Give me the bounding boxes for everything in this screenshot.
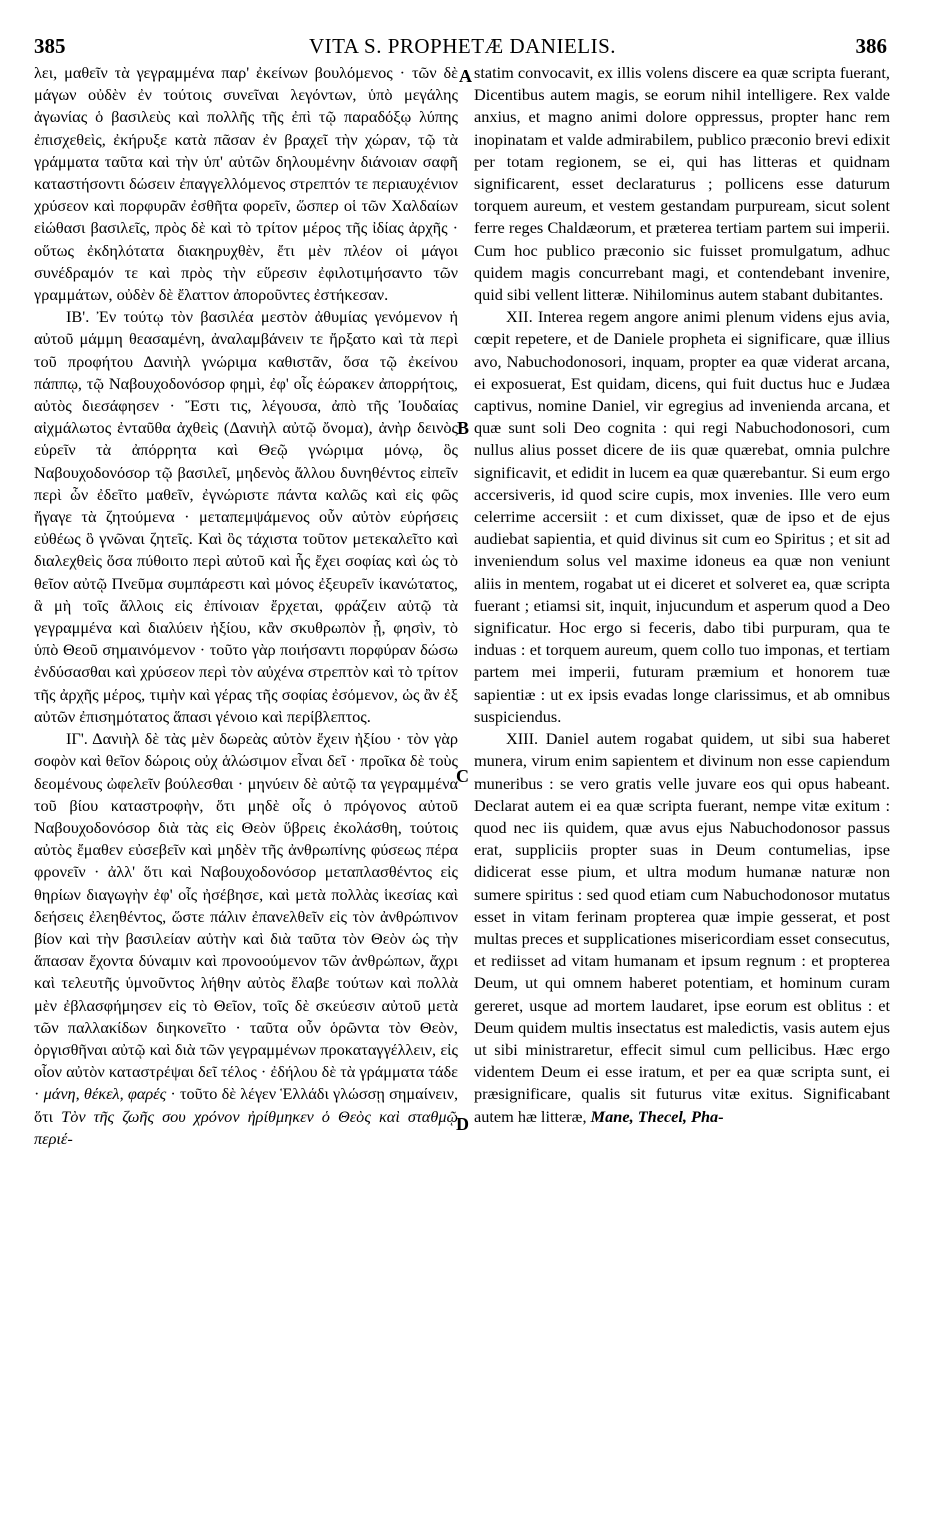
section-marker-b: B [457,418,470,438]
greek-paragraph-13-mid: · τοῦτο δὲ λέγεν Ἑλλάδι γλώσσῃ σημαίνειν, ὅτι [34,1084,458,1126]
greek-paragraph-13-body: ΙΓ'. Δανιὴλ δὲ τὰς μὲν δωρεὰς αὐτὸν ἔχειν ἠξίου · τὸν γὰρ σοφὸν καὶ θεῖον δώροις οὐχ ἁλώσιμον εἶναι δεῖ · προῖκα δὲ τοὺς δεομένους ὠφελεῖν βούλεσθαι · μηνύειν δὲ αὐτῷ τα γεγραμμένα τοῦ βίου καταστροφὴν, ὅτι μηδὲ οἷς ὁ πρόγονος αὐτοῦ Ναβουχοδονόσορ διὰ τὰς εἰς Θεὸν ὕβρεις ἐκολάσθη, τούτοις αὐτὸς ἔμαθεν εὐσεβεῖν καὶ μηδὲν τῆς ἀνθρωπίνης φύσεως πέρα φρονεῖν · ἀλλ' ὅτι καὶ Ναβουχοδονόσορ μεταπλασθέντος εἰς θηρίων διαγωγὴν ἐφ' οἷς ἠσέβησε, καὶ μετὰ πολλὰς ἱκεσίας καὶ δεήσεις ἐλεηθέντος, ὥστε πάλιν ἐπανελθεῖν εἰς τὸν ἀνθρώπινον βίον καὶ τὴν βασιλείαν αὐτὴν καὶ διὰ ταῦτα τὸν Θεὸν ὡς τὴν ἅπασαν ἔχοντα δύναμιν καὶ προνοούμενον τῶν ἀνθρώπων, ἄχρι καὶ τελευτῆς ὑμνοῦντος λήθην αὐτὸς ἔλαβε τούτων καὶ πολλὰ μὲν ἐβλασφήμησεν εἰς τὸ Θεῖον, τοῖς δὲ σκεύεσιν αὐτοῦ μετὰ τῶν παλλακίδων διηκονεῖτο · ταῦτα οὖν ὁρῶντα τὸν Θεὸν, ὀργισθῆναι αὐτῷ καὶ διὰ τῶν γεγραμμένων προκαταγγέλλειν, εἰς οἷον αὐτὸν καταστρέψαι δεῖ τέλος · ἐδήλου δὲ τὰ γράμματα τάδε · [34,729,458,1104]
latin-paragraph-13-body: XIII. Daniel autem rogabat quidem, ut sibi sua haberet munera, virum enim sapientem et divinum non esse capiendum muneribus : se vero gratis velle juvare eos qui opus habeant. Declarat autem ei ea quæ scripta fuerant, nempe vitæ exitum : quod nec iis quidem, quæ avus ejus Nabuchodonosor passus erat, suppliciis propter suas in Deum contumelias, ipse didicerat esse pium, et ultra modum humanæ naturæ non sumere spiritus : sed quod etiam cum Nabuchodonosor mutatus esset in vitam ferinam propterea quæ impie gesserat, et post multas preces et supplicationes misericordiam esset consecutus, et rediisset ad vitam humanam et ipsum regnum : et propterea Deum, ut qui omnem haberet potentiam, et hominum curam gereret, usque ad mortem laudaret, ipse eorum est oblitus : et Deum quidem multis insectatus est maledictis, vasis autem ejus ut sibi ministraretur, effecit simul cum pellicibus. Hæc ergo videntem Deum ei esse iratum, et per ea quæ scripta sunt, ei præsignificare, qualis sit futurus vitæ exitus. Significabant autem hæ litteræ, [474,729,890,1126]
greek-paragraph-12: ΙΒ'. Ἐν τούτῳ τὸν βασιλέα μεστὸν ἀθυμίας γενόμενον ἡ αὐτοῦ μάμμη θεασαμένη, ἀναλαμβάνειν τε ἤρξατο καὶ τὰ περὶ τοῦ προφήτου Δανιὴλ γνώριμα καθιστᾶν, ὅσα τῷ ἐκείνου πάππῳ, τῷ Ναβουχοδονόσορ φημὶ, ἐφ' οἷς ἑώρακεν ἀπορρήτοις, αὐτὸς διεσάφησεν · Ἔστι τις, λέγουσα, ἀπὸ τῆς Ἰουδαίας αἰχμάλωτος ἐνταῦθα ἀχθεὶς (Δανιὴλ αὐτῷ ὄνομα), ἀνὴρ δεινὸς εὑρεῖν τὰ ἀπόρρητα καὶ Θεῷ γνώριμα μόνῳ, ὃς Ναβουχοδονόσορ τῷ βασιλεῖ, μηδενὸς ἄλλου δυνηθέντος εἰπεῖν περὶ ὧν ἐδεῖτο μαθεῖν, ἐγνώριστε πάντα καλῶς καὶ εἰς φῶς ἤγαγε τὰ ζητούμενα · μεταπεμψάμενος οὖν αὐτὸν εὑρήσεις εὐθέως ὃ γνῶναι ζητεῖς. Καὶ ὃς τάχιστα τοῦτον μετεκαλεῖτο καὶ διαλεχθεὶς ὅσα πύθοιτο περὶ αὐτοῦ καὶ ἧς ἔχει σοφίας καὶ ὡς τὸ θεῖον αὐτῷ Πνεῦμα συμπάρεστι καὶ μόνος ἐξευρεῖν ἱκανώτατος, ἃ μὴ τοῖς ἄλλοις εἰς ἐπίνοιαν ἔρχεται, φράζειν αὐτῷ τὰ γεγραμμένα καὶ διαλύειν ἠξίου, κἂν σκυθρωπὸν ᾖ, φησὶν, τὸ ὑπὸ Θεοῦ σημαινόμενον · τοῦτο γὰρ ποιήσαντι πορφύραν δώσω ἐνδύσασθαι καὶ χρύσεον περὶ τὸν αὐχένα στρεπτὸν καὶ τὸ τρίτον τῆς ἀρχῆς μέρος, τιμὴν καὶ γέρας τῆς σοφίας ἐσόμενον, ὡς ἂν ἐξ αὐτῶν ἐπισημότατος ἅπασι γένοιο καὶ περίβλεπτος. [34,307,458,726]
latin-paragraph-13 [474,728,890,1128]
latin-paragraph-1: statim convocavit, ex illis volens discere ea quæ scripta fuerant, Dicentibus autem magis, se eorum nihil intelligere. Rex valde anxius, et magno animi dolore oppressus, propter hanc rem inopinatam et valde admirabilem, publico præconio brevi edixit per totam regionem, se ei, qui has litteras et quidnam significarent, esset declaraturus ; pollicens esse daturum torquem aureum, et vestem gestandam purpuream, sicut solent ferre reges Chaldæorum, et præterea tertiam partem sui imperii. Cum hoc publico præconio sic fuisset promulgatum, adhuc quidem magis concurrebant magi, et contendebant invenire, quid sibi vellent litteræ. Nihilominus autem stabant dubitantes. [474,63,890,305]
greek-paragraph-1: λει, μαθεῖν τὰ γεγραμμένα παρ' ἐκείνων βουλόμενος · τῶν δὲ μάγων οὐδὲν ἐν τούτοις συνεῖναι λεγόντων, ὑπὸ μεγάλης ἀγωνίας ὁ βασιλεὺς καὶ πολλῆς τῆς ἐπὶ τῷ παραδόξῳ λύπης ἐπισχεθεὶς, ἐκήρυξε κατὰ πᾶσαν ἐν βραχεῖ τὴν χώραν, τῷ τὰ γράμματα ταῦτα καὶ τὴν ὑπ' αὐτῶν δηλουμένην διάνοιαν σαφῆ καταστήσοντι δώσειν ἐπαγγελλόμενος στρεπτόν τε περιαυχένιον χρύσεον καὶ πορφυρᾶν ἐσθῆτα φορεῖν, ὥσπερ οἱ τῶν Χαλδαίων εἰώθασι βασιλεῖς, πρὸς δὲ καὶ τὸ τρίτον μέρος τῆς ἰδίας ἀρχῆς · οὕτως ἐκδηλότατα διακηρυχθὲν, ἔτι μὲν πλέον οἱ μάγοι συνέδραμόν τε καὶ πρὸς τὴν εὕρεσιν ἐφιλοτιμήσαντο τῶν γραμμάτων, οὐδὲν δὲ ἔλαττον ἀποροῦντες ἐστήκεσαν. [34,63,458,305]
latin-mystic-words: Mane, Thecel, Pha- [590,1106,724,1126]
greek-column [34,62,458,1502]
greek-mystic-words: μάνη, θέκελ, φαρές [43,1084,167,1104]
section-marker-a: A [459,66,472,86]
latin-column [474,62,890,1502]
running-title: VITA S. PROPHETÆ DANIELIS. [308,34,617,58]
latin-paragraph-12: XII. Interea regem angore animi plenum videns ejus avia, cœpit repetere, et de Daniele propheta ei significare, quæ illius avo, Nabuchodonosori, inquam, propter ea quæ viderat arcana, ei exposuerat, Est quidam, dicens, qui fuit ductus huc e Judæa captivus, nomine Daniel, vir egregius ad invenienda arcana, et quæ sunt soli Deo cognita : qui regi Nabuchodonosori, cum nullus alius posset dicere de iis quæ quærebat, omnia pulchre significavit, et edidit in lucem ea quæ quærebantur. Si eum ergo accersiveris, id quod scire cupis, mox invenies. Ille vero eum celerrime accersiit : et cum dixisset, quæ de ipso et de ejus audiebat sapientia, et quid divinus sit cum eo Spiritus ; et sit ad inveniendum solus vel maxime idoneus ea quæ non veniunt aliis in mentem, rogabat ut ei diceret et solveret ea, quæ scripta fuerant ; etiamsi sit, inquit, injucundum et asperum quod a Deo significatur. Hoc ergo si feceris, dabo tibi purpuram, qua te induas : et torquem aureum, quem collo tuo imponas, et tertiam partem mei imperii, futuram præmium et honorem tuæ sapientiæ : ut ex ipsis evadas longe clarissimus, et ab omnibus suspiciendus. [474,307,890,726]
section-marker-d: D [456,1114,469,1134]
greek-paragraph-13 [34,728,458,1150]
page-number-left: 385 [34,34,66,58]
page-number-right: 386 [855,34,887,58]
greek-paragraph-13-end: Τὸν τῆς ζωῆς σου χρόνον ἠρίθμηκεν ὁ Θεὸς καὶ σταθμῷ περιέ- [34,1106,458,1148]
section-marker-c: C [456,766,469,786]
